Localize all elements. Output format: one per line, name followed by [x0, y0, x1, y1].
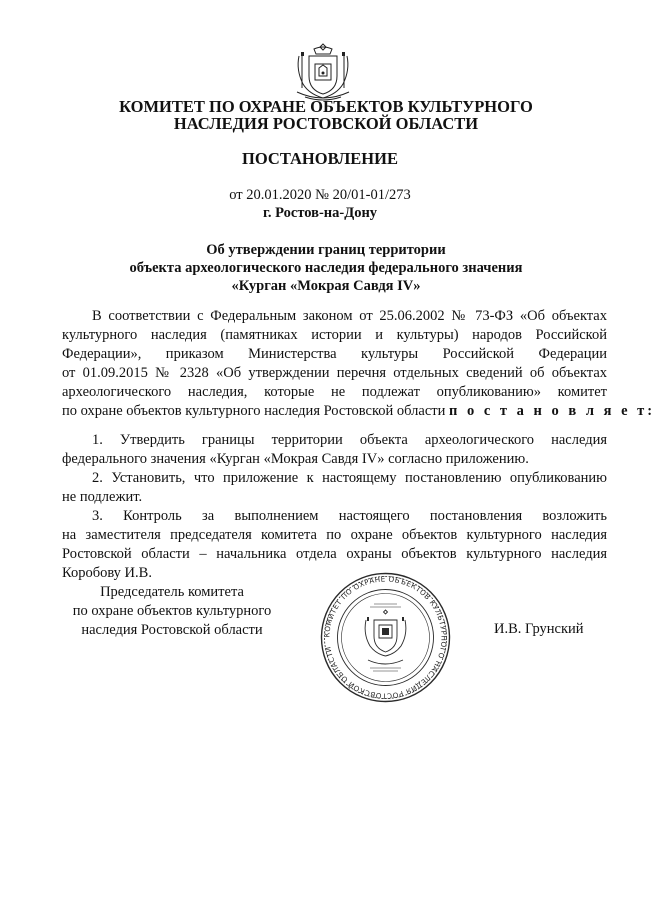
organization-name-line1: КОМИТЕТ ПО ОХРАНЕ ОБЪЕКТОВ КУЛЬТУРНОГО — [119, 97, 533, 116]
item-line: Ростовской области – начальника отдела охраны объектов культурного наследия — [62, 546, 607, 562]
svg-text:КОМИТЕТ ПО ОХРАНЕ ОБЪЕКТОВ КУЛ: КОМИТЕТ ПО ОХРАНЕ ОБЪЕКТОВ КУЛЬТУРНОГО НАСЛЕДИЯ РОСТОВСКОЙ ОБЛАСТИ — [322, 574, 449, 701]
item-line: федерального значения «Курган «Мокрая Савдя IV» согласно приложению. — [62, 451, 529, 467]
signatory-position-line1: Председатель комитета — [100, 584, 244, 600]
item-line: не подлежит. — [62, 489, 143, 505]
organization-name-line2: НАСЛЕДИЯ РОСТОВСКОЙ ОБЛАСТИ — [173, 114, 479, 133]
document-city: г. Ростов-на-Дону — [262, 205, 378, 221]
signatory-position-line2: по охране объектов культурного — [72, 603, 272, 619]
item-line: 1. Утвердить границы территории объекта археологического наследия — [92, 432, 607, 448]
item-line: 3. Контроль за выполнением настоящего постановления возложить — [92, 508, 607, 524]
document-type: ПОСТАНОВЛЕНИЕ — [242, 149, 398, 168]
preamble-line: археологического наследия, которые не подлежат опубликованию» комитет — [62, 384, 607, 400]
signatory-name: И.В. Грунский — [494, 621, 584, 637]
document-date-number: от 20.01.2020 № 20/01-01/273 — [229, 187, 411, 203]
preamble-line: Федерации», приказом Министерства культуры Российской Федерации — [62, 346, 607, 362]
official-stamp-icon — [318, 570, 453, 705]
item-line: на заместителя председателя комитета по охране объектов культурного наследия — [62, 527, 607, 543]
subject-line2: объекта археологического наследия федерального значения — [129, 260, 523, 276]
preamble-last-line — [62, 402, 655, 421]
item-line: Коробову И.В. — [62, 565, 152, 581]
signatory-position-line3: наследия Ростовской области — [81, 622, 263, 638]
preamble-line: от 01.09.2015 № 2328 «Об утверждении перечня отдельных сведений об объектах — [62, 365, 607, 381]
item-line: 2. Установить, что приложение к настоящему постановлению опубликованию — [92, 470, 607, 486]
coat-of-arms-icon — [293, 42, 353, 104]
preamble-line: по охране объектов культурного наследия Ростовской области — [62, 403, 446, 419]
preamble-line: В соответствии с Федеральным законом от 25.06.2002 № 73-ФЗ «Об объектах — [92, 308, 607, 324]
preamble-paragraph — [62, 307, 655, 421]
subject-line1: Об утверждении границ территории — [206, 242, 446, 258]
subject-line3: «Курган «Мокрая Савдя IV» — [231, 278, 421, 294]
signatory-position — [62, 583, 282, 640]
preamble-line: культурного наследия (памятниках истории и культуры) народов Российской — [62, 327, 607, 343]
decree-items — [62, 431, 607, 583]
decree-word: п о с т а н о в л я е т: — [449, 403, 655, 419]
